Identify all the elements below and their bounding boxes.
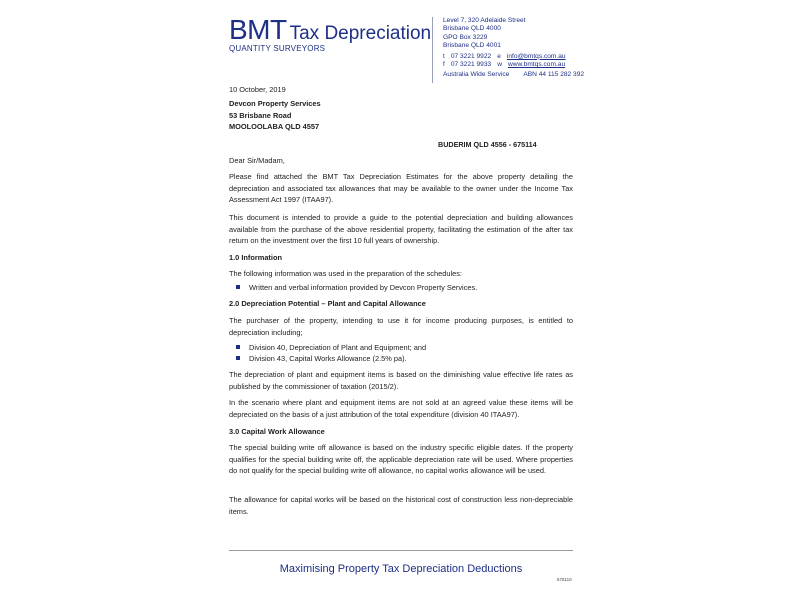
fax-web-row bbox=[443, 61, 584, 69]
section-2-paragraph-3: In the scenario where plant and equipment items are not sold at an agreed value these items will be depreciated on the basis of a just attribution of the total expenditure (division 40 ITAA97). bbox=[229, 398, 573, 419]
bullet-text: Division 43, Capital Works Allowance (2.5% pa). bbox=[249, 354, 407, 363]
section-2-text: The purchaser of the property, intending to use it for income producing purposes, is entitled to depreciation including; bbox=[229, 316, 573, 337]
web-label: w bbox=[497, 61, 502, 69]
section-3-paragraph-2: The allowance for capital works will be based on the historical cost of construction less non-depreciable items. bbox=[229, 495, 573, 516]
recipient-city: MOOLOOLABA QLD 4557 bbox=[229, 122, 320, 131]
property-reference: BUDERIM QLD 4556 - 675114 bbox=[438, 140, 537, 149]
phone-number: 07 3221 9922 bbox=[450, 52, 492, 60]
phone-label: t bbox=[443, 52, 445, 60]
bullet-text: Written and verbal information provided by Devcon Property Services. bbox=[249, 283, 478, 292]
bullet-square-icon bbox=[236, 345, 240, 349]
greeting: Dear Sir/Madam, bbox=[229, 156, 285, 165]
intro-paragraph: Please find attached the BMT Tax Depreciation Estimates for the above property detailing the depreciation and associated tax allowances that may be available to the owner under the Income Tax Assessment Act 1997 (ITAA97). bbox=[229, 172, 573, 205]
section-2-paragraph-2: The depreciation of plant and equipment items is based on the diminishing value effective life rates as published by the commissioner of taxation (2015/2). bbox=[229, 370, 573, 391]
recipient-name: Devcon Property Services bbox=[229, 99, 321, 108]
bullet-square-icon bbox=[236, 285, 240, 289]
list-item bbox=[236, 282, 477, 293]
address-line-1: Level 7, 320 Adelaide Street bbox=[443, 17, 526, 24]
recipient-street: 53 Brisbane Road bbox=[229, 110, 292, 120]
abn-text: ABN 44 115 282 392 bbox=[523, 71, 585, 79]
section-3-heading: 3.0 Capital Work Allowance bbox=[229, 427, 325, 436]
recipient-address bbox=[229, 98, 573, 133]
section-1-text: The following information was used in the preparation of the schedules: bbox=[229, 269, 462, 278]
email-link[interactable]: info@bmtqs.com.au bbox=[506, 52, 566, 60]
email-label: e bbox=[497, 52, 501, 60]
bullet-square-icon bbox=[236, 356, 240, 360]
logo-subtitle: QUANTITY SURVEYORS bbox=[229, 44, 326, 53]
logo-brand: BMT bbox=[229, 14, 287, 45]
section-2-heading: 2.0 Depreciation Potential – Plant and Capital Allowance bbox=[229, 299, 426, 308]
letter-date: 10 October, 2019 bbox=[229, 85, 286, 94]
list-item bbox=[236, 342, 426, 353]
footer-tagline: Maximising Property Tax Depreciation Deductions bbox=[279, 563, 523, 575]
address-line-2: Brisbane QLD 4000 bbox=[443, 25, 501, 33]
purpose-paragraph: This document is intended to provide a guide to the potential depreciation and building allowances available from the purchase of the above residential property, facilitating the estimation of the after tax return on the investment over the first 10 full years of ownership. bbox=[229, 213, 573, 246]
phone-email-row bbox=[443, 53, 584, 61]
po-city: Brisbane QLD 4001 bbox=[443, 42, 501, 50]
footer-divider bbox=[229, 550, 573, 551]
service-abn-row bbox=[443, 71, 584, 79]
footer-code: 675110 bbox=[557, 577, 572, 582]
bullet-text: Division 40, Depreciation of Plant and Equipment; and bbox=[249, 343, 427, 352]
list-item bbox=[236, 353, 407, 364]
company-logo bbox=[229, 16, 431, 53]
web-link[interactable]: www.bmtqs.com.au bbox=[507, 61, 566, 69]
service-text: Australia Wide Service bbox=[443, 71, 510, 79]
section-3-paragraph-1: The special building write off allowance is based on the industry specific eligible dates. If the property qualifies for the special building write off, the applicable depreciation rate will be used. Where properties do not qualify for the special building write off allowance, no capital works allowance will be used. bbox=[229, 443, 573, 476]
po-box: GPO Box 3229 bbox=[443, 33, 488, 41]
contact-block bbox=[432, 17, 584, 83]
fax-number: 07 3221 9933 bbox=[450, 61, 492, 69]
fax-label: f bbox=[443, 61, 445, 69]
logo-brand-rest: Tax Depreciation bbox=[289, 23, 432, 44]
section-1-heading: 1.0 Information bbox=[229, 253, 282, 262]
